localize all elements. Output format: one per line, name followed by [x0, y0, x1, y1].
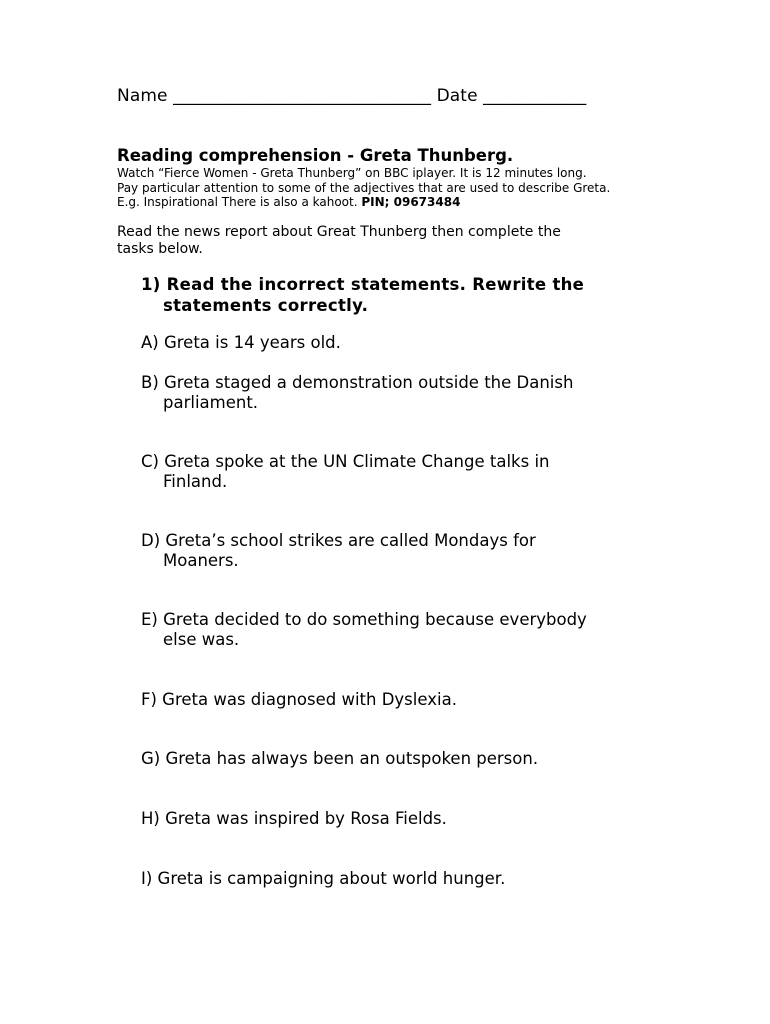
statement-h	[141, 809, 447, 829]
statement-c-line-2: Finland.	[163, 472, 228, 491]
statement-b-line-2: parliament.	[163, 393, 259, 412]
statement-a-line-1: A) Greta is 14 years old.	[141, 333, 341, 352]
task-1-line-1: 1) Read the incorrect statements. Rewrite the	[141, 275, 585, 294]
statement-d	[141, 531, 536, 571]
name-label: Name	[117, 86, 168, 106]
statement-e-line-1: E) Greta decided to do something because everybody	[141, 610, 587, 629]
instruction-line-2: tasks below.	[117, 241, 203, 257]
intro-line-3-text: E.g. Inspirational There is also a kahoot.	[117, 195, 358, 209]
intro-line-3	[117, 195, 677, 210]
task-1-heading	[141, 274, 584, 316]
instruction-paragraph	[117, 224, 657, 258]
statement-e-line-2: else was.	[163, 630, 240, 649]
statement-d-line-2: Moaners.	[163, 551, 239, 570]
instruction-line-1: Read the news report about Great Thunberg then complete the	[117, 224, 561, 240]
statement-c	[141, 452, 550, 492]
date-label: Date	[436, 86, 478, 106]
task-1-line-2: statements correctly.	[163, 296, 369, 315]
kahoot-pin: PIN; 09673484	[361, 195, 461, 209]
date-blank: ____________	[483, 86, 587, 106]
statement-b	[141, 373, 573, 413]
statement-i	[141, 869, 505, 889]
statement-g	[141, 749, 538, 769]
intro-line-2: Pay particular attention to some of the adjectives that are used to describe Greta.	[117, 180, 611, 195]
statement-b-line-1: B) Greta staged a demonstration outside the Danish	[141, 373, 574, 392]
page-title: Reading comprehension - Greta Thunberg.	[117, 146, 514, 165]
name-blank: ______________________________	[173, 86, 432, 106]
statement-g-line-1: G) Greta has always been an outspoken person.	[141, 749, 539, 768]
intro-line-1: Watch “Fierce Women - Greta Thunberg” on BBC iplayer. It is 12 minutes long.	[117, 166, 587, 180]
intro-paragraph	[117, 166, 677, 210]
statement-f	[141, 690, 457, 710]
statement-f-line-1: F) Greta was diagnosed with Dyslexia.	[141, 690, 457, 709]
statement-a	[141, 333, 341, 353]
statement-d-line-1: D) Greta’s school strikes are called Mondays for	[141, 531, 536, 550]
statement-c-line-1: C) Greta spoke at the UN Climate Change talks in	[141, 452, 550, 471]
statement-e	[141, 610, 587, 650]
statement-i-line-1: I) Greta is campaigning about world hunger.	[141, 869, 506, 888]
name-date-header	[117, 86, 586, 106]
statement-h-line-1: H) Greta was inspired by Rosa Fields.	[141, 809, 447, 828]
